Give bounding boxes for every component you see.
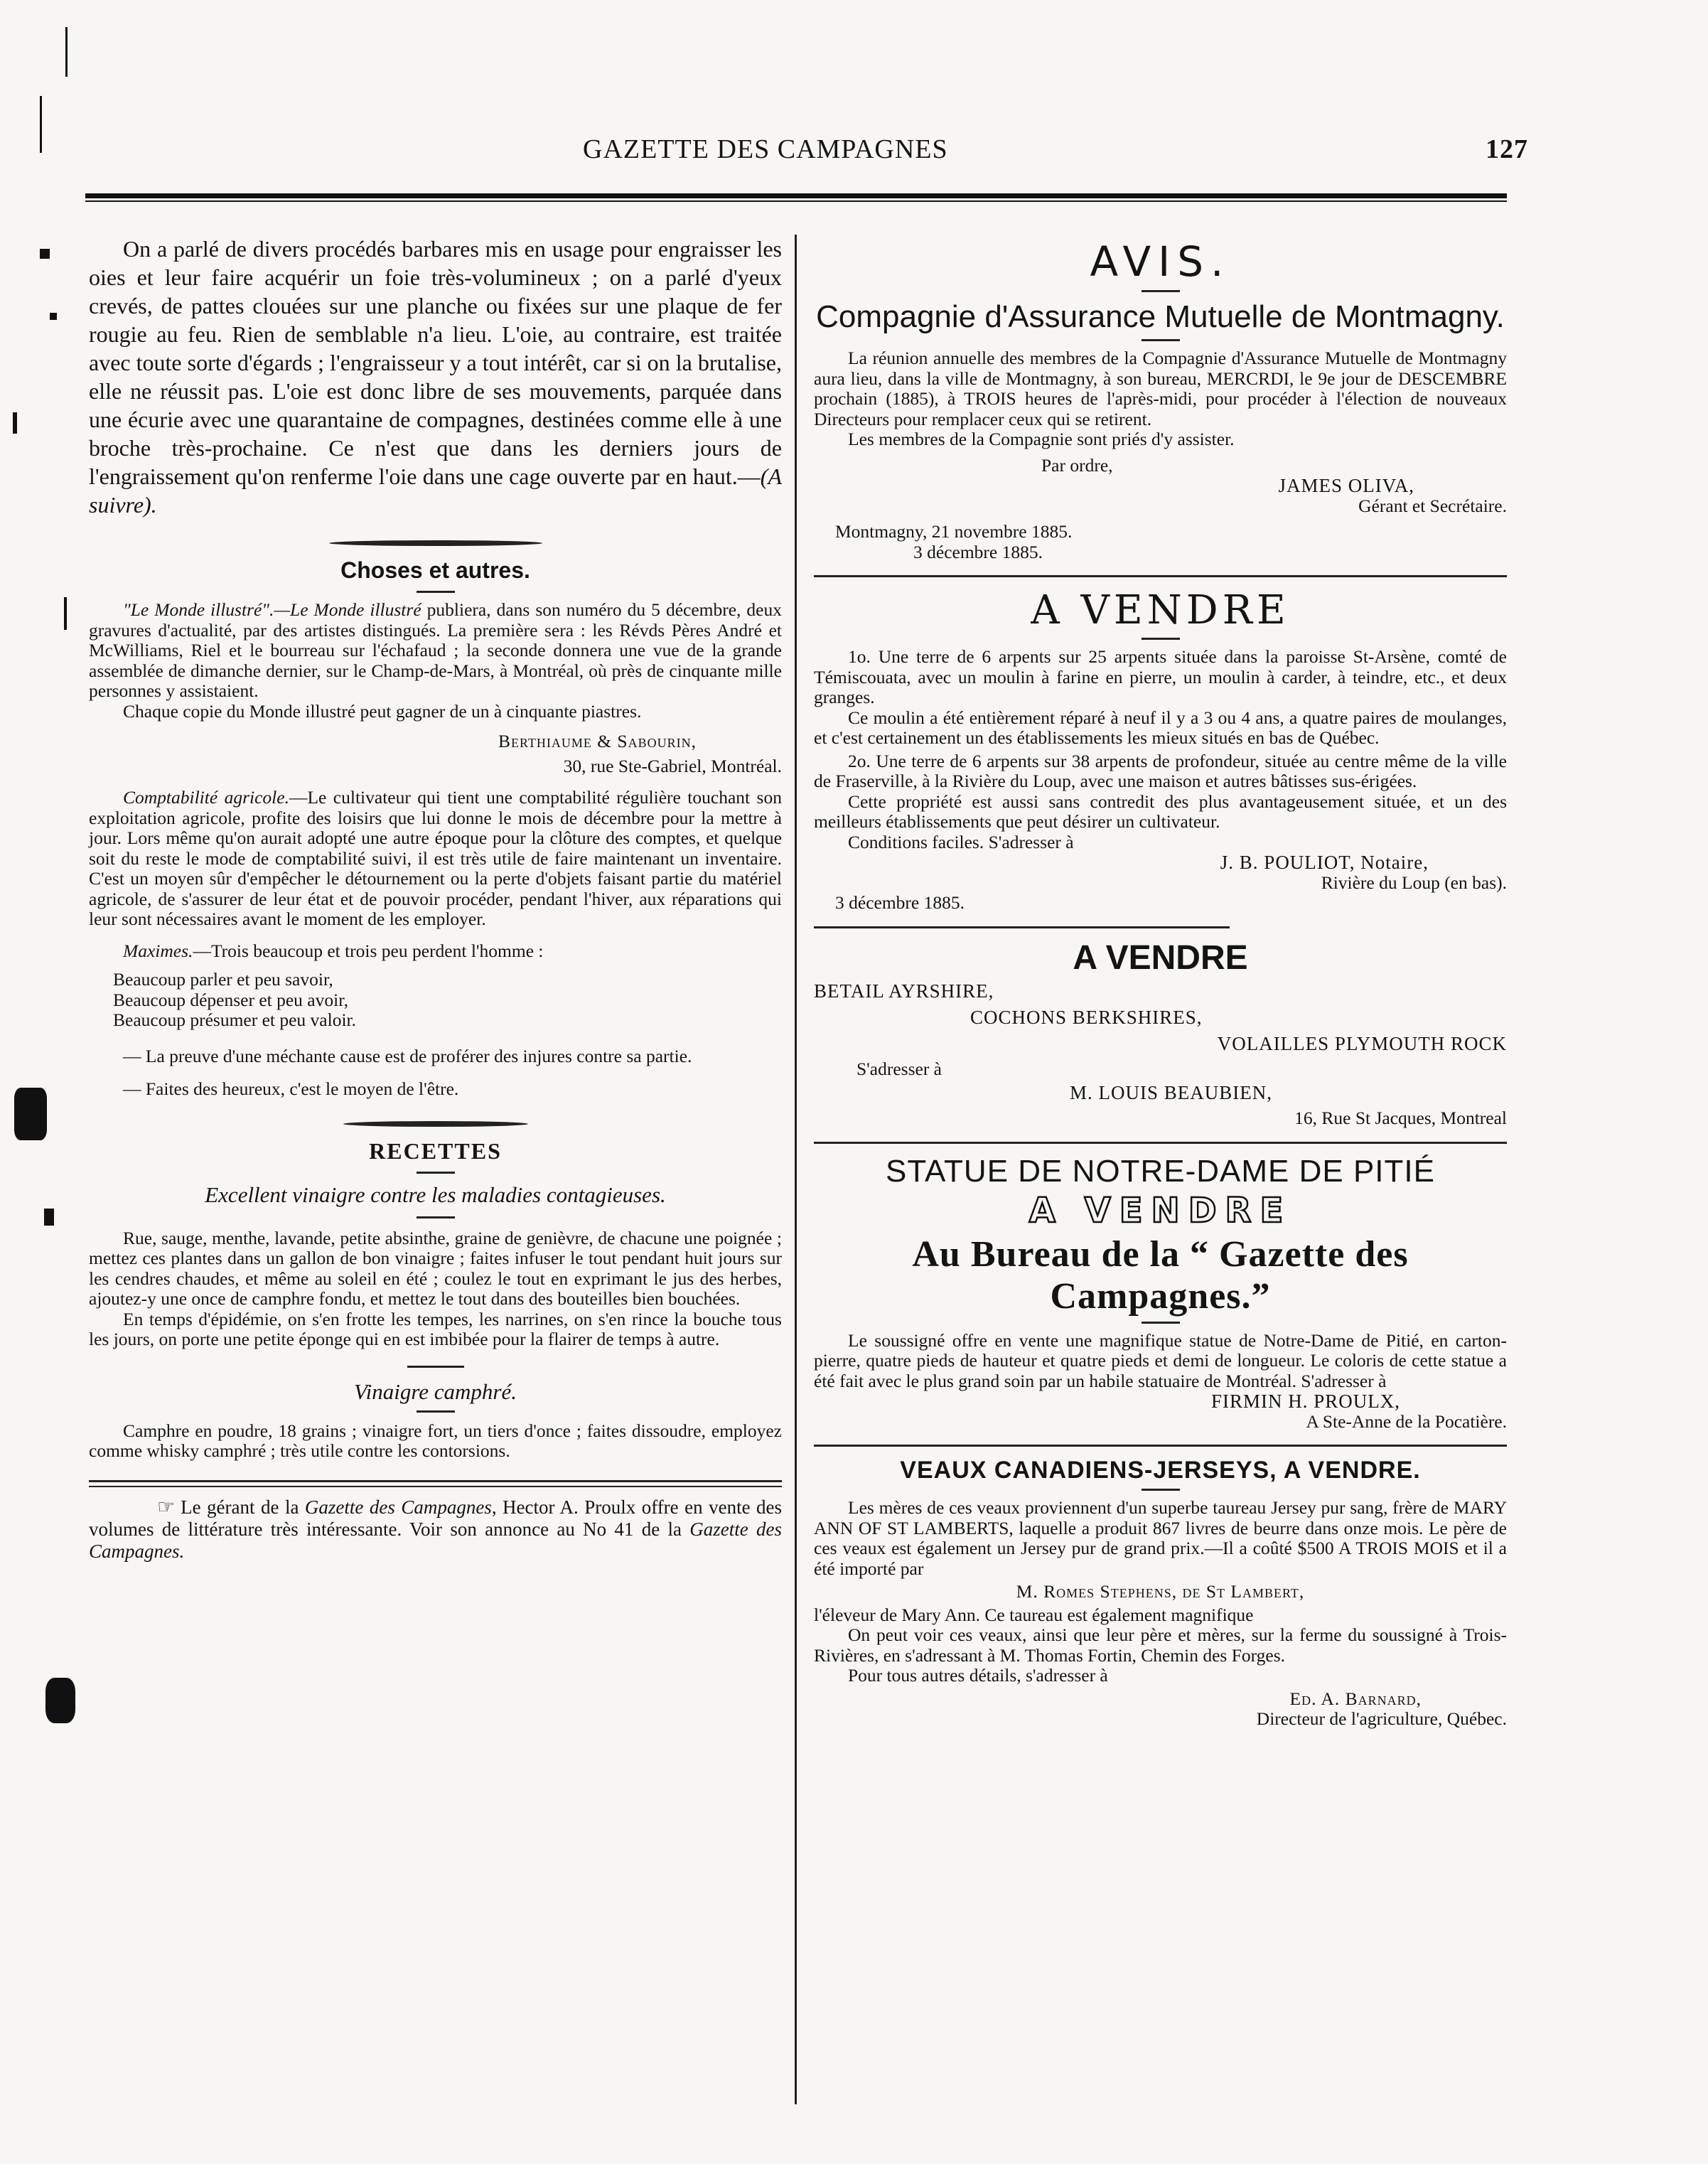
short-rule <box>417 1410 455 1413</box>
section-rule <box>329 540 542 546</box>
scan-mark <box>44 1209 54 1226</box>
section-rule <box>343 1121 528 1127</box>
veaux-importer: M. Romes Stephens, de St Lambert, <box>1016 1581 1305 1602</box>
page-number: 127 <box>1486 134 1528 164</box>
monde-paragraph: "Le Monde illustré".—Le Monde illustré publiera, dans son numéro du 5 décembre, deux gravures d'actualité, par des artistes distingués. La première sera : les Révds Pères André et McWilliams, Riel et le bourreau sur l'échafaud ; la seconde donnera une vue de la grande assemblée de dimanche dernier, sur le Champ-de-Mars, à Montréal, où près de cinquante mille personnes y assistaient. <box>89 599 782 701</box>
maxime-2: Beaucoup dépenser et peu avoir, <box>113 989 349 1010</box>
short-rule <box>1142 290 1180 292</box>
vendre-title-2: A VENDRE <box>1073 938 1248 977</box>
statue-title: STATUE DE NOTRE-DAME DE PITIÉ <box>886 1153 1435 1189</box>
recettes-heading: RECETTES <box>369 1137 502 1164</box>
scan-mark <box>40 249 50 259</box>
left-column <box>89 235 782 1563</box>
short-rule <box>407 1366 464 1368</box>
scan-mark <box>13 412 17 434</box>
short-rule <box>1142 339 1180 341</box>
statue-lieu: A Ste-Anne de la Pocatière. <box>1306 1410 1507 1432</box>
vendre-volailles: VOLAILLES PLYMOUTH ROCK <box>1217 1032 1507 1054</box>
veaux-voir: On peut voir ces veaux, ainsi que leur père et mères, sur la ferme du soussigné à Trois-Rivières, en s'adressant à M. Thomas Fortin, Chemin des Forges. <box>814 1624 1507 1666</box>
short-rule <box>1142 1322 1180 1324</box>
vendre-lieu: Rivière du Loup (en bas). <box>1321 872 1507 893</box>
short-rule <box>1142 1489 1180 1491</box>
short-rule <box>417 1216 455 1218</box>
scan-mark <box>40 96 42 153</box>
short-rule <box>417 1172 455 1174</box>
avis-date-2: 3 décembre 1885. <box>913 541 1043 562</box>
pointing-hand-icon: ☞ <box>157 1494 176 1518</box>
notice-paragraph: ☞ Le gérant de la Gazette des Campagnes, Hector A. Proulx offre en vente des volumes de littérature très intéressante. Voir son annonce au No 41 de la Gazette des Campagnes. <box>89 1494 783 1562</box>
veaux-title: VEAUX CANADIENS-JERSEYS, A VENDRE. <box>900 1457 1421 1484</box>
berthiaume-sign: Berthiaume & Sabourin, <box>498 731 697 751</box>
veaux-barnard: Ed. A. Barnard, <box>1289 1688 1422 1709</box>
epidemie-paragraph: En temps d'épidémie, on s'en frotte les tempes, les narrines, on s'en rince la bouche tous les jours, on porte une petite éponge qui en est imbibée pour la flairer de temps à autre. <box>89 1308 782 1349</box>
short-rule <box>1142 638 1180 640</box>
avis-company: Compagnie d'Assurance Mutuelle de Montmagny. <box>816 299 1505 334</box>
camphre-heading: Vinaigre camphré. <box>353 1378 517 1404</box>
avis-members: Les membres de la Compagnie sont priés d'y assister. <box>848 429 1235 449</box>
vendre-conditions: Conditions faciles. S'adresser à <box>848 831 1074 852</box>
signer-title: Gérant et Secrétaire. <box>1358 495 1507 516</box>
veaux-text: Les mères de ces veaux proviennent d'un superbe taureau Jersey pur sang, frère de MARY ANN OF ST LAMBERTS, laquelle a produit 867 livres de beurre dans onze mois. Le père de ces veaux est également un Jersey pur de grand prix.—Il a coûté $500 A TROIS MOIS et il a été importé par <box>814 1497 1507 1579</box>
statue-name: FIRMIN H. PROULX, <box>1210 1391 1400 1412</box>
right-column <box>814 235 1507 1730</box>
camphre-recipe: Camphre en poudre, 18 grains ; vinaigre fort, un tiers d'once ; faites dissoudre, employez comme whisky camphré ; très utile contre les contorsions. <box>89 1420 782 1461</box>
header-rule <box>85 193 1507 202</box>
comptabilite-paragraph: Comptabilité agricole.—Le cultivateur qui tient une comptabilité régulière touchant son exploitation agricole, profite des loisirs que lui donne le mois de décembre pour la mettre à jour. Lors même qu'on aurait adopté une autre époque pour la clôture des comptes, et quelque soit du reste le mode de comptabilité suivi, il est très utile de faire maintenant un inventaire. C'est un moyen sûr d'empêcher le détournement ou la perte d'objets faisant partie du matériel agricole, de s'assurer de leur état et de pouvoir procéder, pendant l'hiver, aux réparations qui leur sont nécessaires avant le moment de les employer. <box>89 787 782 929</box>
scan-mark <box>45 1678 75 1723</box>
veaux-eleveur: l'éleveur de Mary Ann. Ce taureau est également magnifique <box>814 1604 1254 1625</box>
vendre-adresser: S'adresser à <box>856 1058 942 1079</box>
opening-paragraph: On a parlé de divers procédés barbares mis en usage pour engraisser les oies et leur faire acquérir un foie très-volumineux ; on a parlé d'yeux crevés, de pattes clouées sur une planche ou fixées sur une plaque de fer rougie au feu. Rien de semblable n'a lieu. L'oie, au contraire, est traitée avec toute sorte d'égards ; l'engraisseur y a tout intérêt, car si on la brutalise, elle ne réussit pas. L'oie est donc libre de ses mouvements, parquée dans une écurie avec une quarantaine de compagnes, destinées comme elle à une broche très-prochaine. Ce n'est que dans les derniers jours de l'engraissement qu'on renferme l'oie dans une cage ouverte par en haut.—(A suivre). <box>89 236 782 518</box>
scan-mark <box>64 597 67 630</box>
vendre-beaubien-address: 16, Rue St Jacques, Montreal <box>1294 1108 1507 1128</box>
maximes-paragraph: Maximes.—Trois beaucoup et trois peu perdent l'homme : <box>123 940 544 961</box>
avis-date-1: Montmagny, 21 novembre 1885. <box>835 521 1073 542</box>
scan-mark <box>14 1088 47 1140</box>
veaux-details: Pour tous autres détails, s'adresser à <box>848 1665 1108 1686</box>
preuve-paragraph: — La preuve d'une méchante cause est de proférer des injures contre sa partie. <box>123 1045 692 1066</box>
signer-name: JAMES OLIVA, <box>1278 475 1414 496</box>
short-rule <box>417 591 455 593</box>
notice-rule <box>89 1480 782 1487</box>
ad-rule <box>814 926 1230 928</box>
vendre-notaire: J. B. POULIOT, Notaire, <box>1220 852 1429 873</box>
maxime-3: Beaucoup présumer et peu valoir. <box>113 1009 357 1030</box>
choses-heading: Choses et autres. <box>340 557 530 583</box>
vendre-cochons: COCHONS BERKSHIRES, <box>970 1006 1203 1028</box>
statue-bureau: Au Bureau de la “ Gazette des Campagnes.” <box>912 1233 1409 1317</box>
statue-text: Le soussigné offre en vente une magnifique statue de Notre-Dame de Pitié, en carton-pierre, quatre pieds de hauteur et quatre pieds et demi de longueur. Le coloris de cette statue a été fait avec le plus grand soin par un habile statuaire de Montréal. S'adresser à <box>814 1329 1507 1391</box>
column-divider <box>795 235 797 2104</box>
ad-rule <box>814 1445 1507 1447</box>
scan-mark <box>50 313 57 320</box>
vendre-title-1: A VENDRE <box>1031 587 1290 633</box>
veaux-directeur: Directeur de l'agriculture, Québec. <box>1256 1708 1507 1729</box>
par-ordre: Par ordre, <box>1041 454 1113 476</box>
vendre-betail: BETAIL AYRSHIRE, <box>814 980 994 1002</box>
maxime-1: Beaucoup parler et peu savoir, <box>113 969 333 990</box>
berthiaume-address: 30, rue Ste-Gabriel, Montréal. <box>563 755 782 776</box>
scan-mark <box>65 27 68 77</box>
vendre-date: 3 décembre 1885. <box>835 892 965 913</box>
running-head <box>85 134 1528 168</box>
heureux-paragraph: — Faites des heureux, c'est le moyen de l'être. <box>123 1078 459 1099</box>
vendre-beaubien: M. LOUIS BEAUBIEN, <box>1070 1082 1272 1103</box>
vinaigre-recipe: Rue, sauge, menthe, lavande, petite absinthe, graine de genièvre, de chacune une poignée ; mettez ces plantes dans un gallon de bon vinaigre ; faites infuser le tout pendant huit jours sur les cendres chaudes, et même au soleil en été ; coulez le tout en exprimant le jus des herbes, ajoutez-y une once de camphre fondu, et mettez le tout dans des bouteilles bien bouchées. <box>89 1227 782 1309</box>
vendre-propriete: Cette propriété est aussi sans contredit des plus avantageusement située, et un des meilleurs établissements que peut désirer un cultivateur. <box>814 791 1507 832</box>
vendre-moulin: Ce moulin a été entièrement réparé à neuf il y a 3 ou 4 ans, a quatre paires de moulanges, et c'est certainement un des établissements les mieux situés en bas de Québec. <box>814 707 1507 748</box>
vendre-item-1: 1o. Une terre de 6 arpents sur 25 arpents située dans la paroisse St-Arsène, comté de Témiscouata, avec un moulin à farine en pierre, un moulin à carder, à teindre, etc., et deux granges. <box>814 646 1507 707</box>
chaque-copie: Chaque copie du Monde illustré peut gagner de un à cinquante piastres. <box>123 700 642 722</box>
vinaigre-heading: Excellent vinaigre contre les maladies contagieuses. <box>205 1182 666 1207</box>
statue-vendre: A VENDRE <box>1028 1190 1292 1231</box>
vendre-item-2: 2o. Une terre de 6 arpents sur 38 arpents de profondeur, située au centre même de la ville de Fraserville, à la Rivière du Loup, avec une maison et autres bâtisses sus-érigées. <box>814 750 1507 791</box>
ad-rule <box>814 1142 1507 1144</box>
avis-text: La réunion annuelle des membres de la Compagnie d'Assurance Mutuelle de Montmagny aura lieu, dans la ville de Montmagny, à son bureau, MERCRDI, le 9e jour de DESCEMBRE prochain (1885), à TROIS heures de l'après-midi, pour procéder à l'élection de nouveaux Directeurs pour remplacer ceux qui se retirent. <box>814 348 1507 429</box>
avis-title: AVIS. <box>1090 237 1231 286</box>
journal-title: GAZETTE DES CAMPAGNES <box>583 134 948 164</box>
ad-rule <box>814 575 1507 577</box>
